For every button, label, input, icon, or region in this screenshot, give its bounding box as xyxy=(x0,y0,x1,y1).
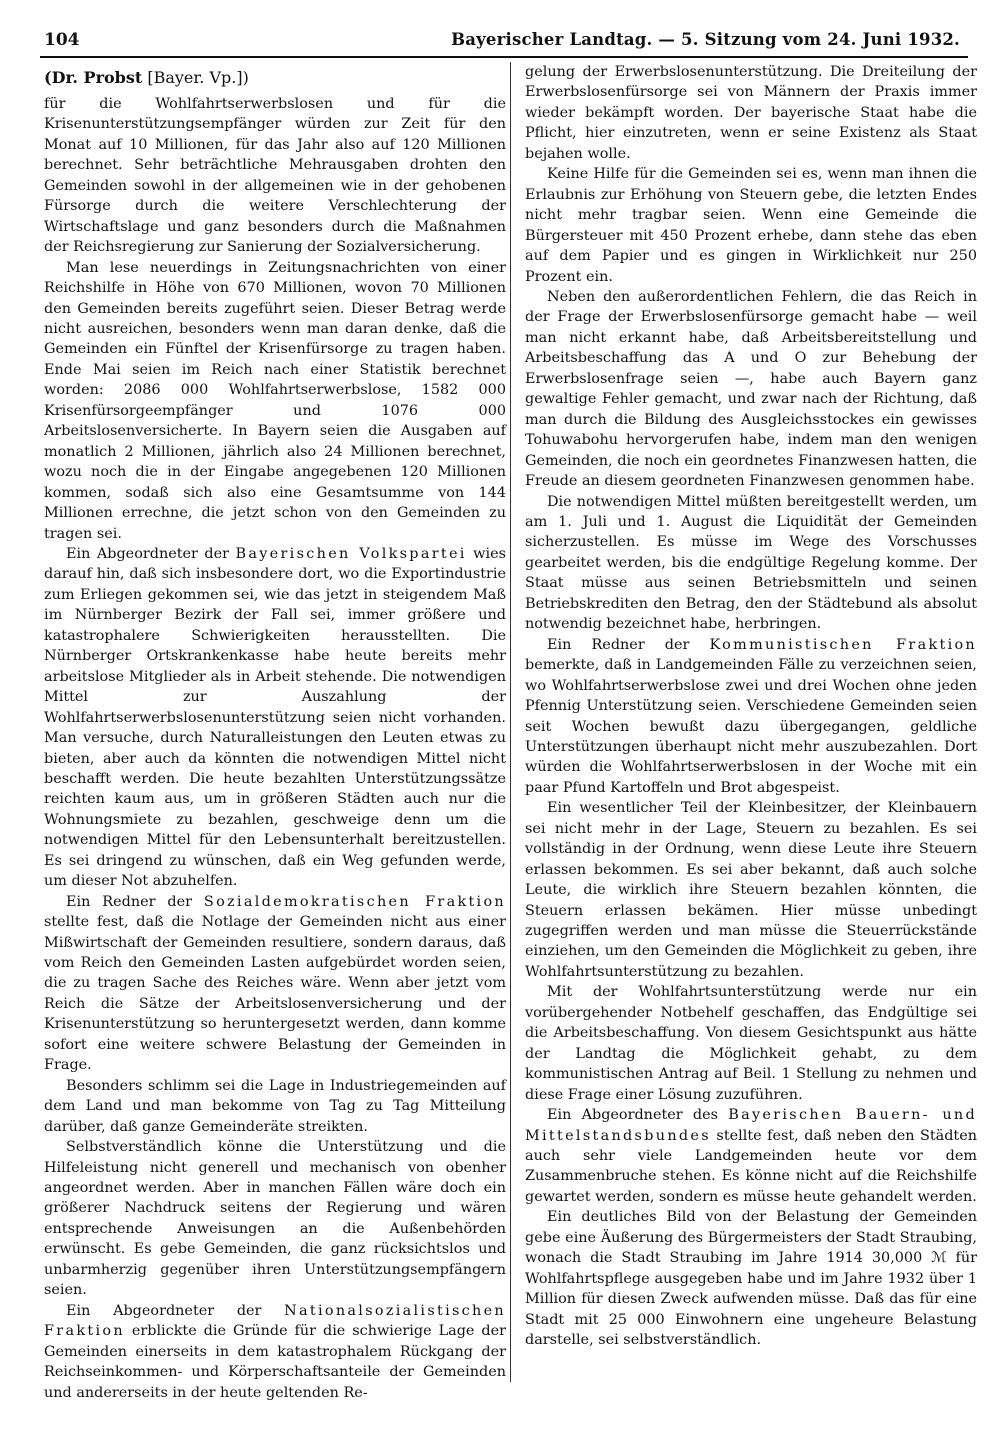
running-title: Bayerischer Landtag. — 5. Sitzung vom 24. Juni 1932. xyxy=(451,30,960,49)
paragraph-text: erblickte die Gründe für die schwierige Lage der Gemeinden einerseits in dem katastrophalem Rückgang der Reichseinkommen- und Körperschaftsanteile der Gemeinden und andererseits in der heute geltenden Re- xyxy=(44,1323,506,1401)
paragraph-text: Ein Abgeordneter des xyxy=(547,1107,729,1124)
right-column xyxy=(525,62,977,1351)
paragraph: Ein wesentlicher Teil der Kleinbesitzer, der Kleinbauern sei nicht mehr in der Lage, Steuern zu bezahlen. Es sei vollständig in der Ordnung, wenn diese Leute ihre Steuern erlassen bekommen. Es sei aber bekannt, daß auch solche Leute, die wirklich ihre Steuern bezahlen könnten, die Steuern erlassen bekämen. Hier müsse unbedingt zugegriffen werden und man müsse die Steuerrückstände einziehen, um den Gemeinden die Möglichkeit zu geben, ihre Wohlfahrtsunterstützung zu bezahlen. xyxy=(525,800,977,980)
paragraph-text: Ein Redner der xyxy=(66,893,204,910)
paragraph xyxy=(525,1105,977,1207)
paragraph: Mit der Wohlfahrtsunterstützung werde nur ein vorübergehender Notbehelf geschaffen, das Endgültige sei die Arbeitsbeschaffung. Von diesem Gesichtspunkt aus hätte der Landtag die Möglichkeit gehabt, zu dem kommunistischen Antrag auf Beil. 1 Stellung zu nehmen und diese Frage einer Lösung zuzuführen. xyxy=(525,984,977,1103)
header-rule xyxy=(40,56,968,58)
paragraph: Ein deutliches Bild von der Belastung der Gemeinden gebe eine Äußerung des Bürgermeisters der Stadt Straubing, wonach die Stadt Straubing im Jahre 1914 30,000 ℳ für Wohlfahrtspflege ausgegeben habe und im Jahre 1932 über 1 Million für diesen Zweck aufwenden müsse. Daß das für eine Stadt mit 25 000 Einwohnern eine ungeheure Belastung darstelle, sei selbstverständlich. xyxy=(525,1209,977,1349)
speaker-open: (Dr. xyxy=(44,68,84,87)
paragraph xyxy=(44,544,506,892)
left-column xyxy=(44,62,506,1403)
paragraph-text: stellte fest, daß die Notlage der Gemeinden nicht aus einer Mißwirtschaft der Gemeinden resultiere, sondern daraus, daß vom Reich den Gemeinden Lasten aufgebürdet worden seien, die zu tragen Sache des Reiches wäre. Wenn aber jetzt vom Reich die Sätze der Arbeitslosenversicherung und der Krisenunterstützung so heruntergesetzt werden, dann komme sofort eine weitere schwere Belastung der Gemeinden in Frage. xyxy=(44,914,506,1074)
paragraph: für die Wohlfahrtserwerbslosen und für die Krisenunterstützungsempfänger würden zur Zeit für den Monat auf 10 Millionen, für das Jahr also auf 120 Millionen berechnet. Sehr beträchtliche Mehrausgaben drohten den Gemeinden sowohl in der allgemeinen wie in der gehobenen Fürsorge durch die weitere Verschlechterung der Wirtschaftslage und ganz besonders durch die Maßnahmen der Reichsregierung zur Sanierung der Sozialversicherung. xyxy=(44,96,506,256)
party-name: Kommunistischen Fraktion xyxy=(709,636,978,653)
paragraph: Keine Hilfe für die Gemeinden sei es, wenn man ihnen die Erlaubnis zur Erhöhung von Steuern gebe, die letzten Endes nicht mehr tragbar seien. Wenn eine Gemeinde die Bürgersteuer mit 450 Prozent erhebe, dann stehe das eben auf dem Papier und es gingen in Wirklichkeit nur 250 Prozent ein. xyxy=(525,166,977,285)
paragraph-text: stellte fest, daß neben den Städten auch sehr viele Landgemeinden heute vor dem Zusammenbruche stehen. Es könne nicht auf die Reichshilfe gewartet werden, sondern es müsse heute gehandelt werden. xyxy=(525,1127,977,1205)
party-name: Sozialdemokratischen Fraktion xyxy=(203,893,506,910)
paragraph: Neben den außerordentlichen Fehlern, die das Reich in der Frage der Erwerbslosenfürsorge gemacht habe — weil man nicht erkannt habe, daß Arbeitsbereitstellung und Arbeitsbeschaffung das A und O zur Behebung der Erwerbslosenfrage seien —, habe auch Bayern ganz gewaltige Fehler gemacht, und zwar nach der Richtung, daß man durch die Bildung des Ausgleichsstockes ein gewisses Tohuwabohu hervorgerufen habe, indem man den wenigen Gemeinden, die noch ein geordnetes Finanzwesen hatten, die Freude an diesem geordneten Finanzwesen genommen habe. xyxy=(525,288,977,490)
paragraph-text: wies darauf hin, daß sich insbesondere dort, wo die Exportindustrie zum Erliegen gekommen sei, wie das jetzt in steigendem Maß im Nürnberger Bezirk der Fall sei, immer größere und katastrophalere Schwierigkeiten herausstellten. Die Nürnberger Ortskrankenkasse habe heute bereits mehr arbeitslose Mitglieder als in Arbeit stehende. Die notwendigen Mittel zur Auszahlung der Wohlfahrtserwerbslosenunterstützung seien nicht vorhanden. Man versuche, durch Naturalleistungen den Leuten etwas zu bieten, aber auch da könnten die notwendigen Mittel nicht beschafft werden. Die heute bezahlten Unterstützungssätze reichten kaum aus, um in größeren Städten auch nur die Wohnungsmiete zu bezahlen, geschweige denn um die notwendigen Mittel für den Lebensunterhalt bereitzustellen. Es sei dringend zu wünschen, daß ein Weg gefunden werde, um dieser Not abzuhelfen. xyxy=(44,545,506,890)
party-name: Bayerischen Volkspartei xyxy=(235,545,467,562)
party-name: Bayerischen Bauern- und Mittelstandsbundes xyxy=(525,1107,977,1144)
paragraph-text: Ein Redner der xyxy=(547,636,710,653)
paragraph xyxy=(44,1301,506,1403)
paragraph xyxy=(44,892,506,1076)
paragraph xyxy=(525,635,977,799)
paragraph: gelung der Erwerbslosenunterstützung. Die Dreiteilung der Erwerbslosenfürsorge sei von Männern der Praxis immer wieder bekämpft worden. Der bayerische Staat habe die Pflicht, hier einzutreten, wenn er seine Existenz als Staat bejahen wolle. xyxy=(525,64,977,162)
paragraph: Die notwendigen Mittel müßten bereitgestellt werden, um am 1. Juli und 1. August die Liquidität der Gemeinden sicherzustellen. Es müsse im Wege des Vorschusses gearbeitet werden, bis die endgültige Regelung komme. Der Staat müsse aus seinen Betriebsmitteln und seinen Betriebskrediten den Betrag, den der Städtebund als absolut notwendig bezeichnet habe, herbringen. xyxy=(525,493,977,633)
paragraph: Man lese neuerdings in Zeitungsnachrichten von einer Reichshilfe in Höhe von 670 Millionen, wovon 70 Millionen den Gemeinden bereits zugeführt seien. Dieser Betrag werde nicht ausreichen, besonders wenn man daran denke, daß die Gemeinden ein Fünftel der Krisenfürsorge zu tragen haben. Ende Mai seien im Reich nach einer Statistik berechnet worden: 2086 000 Wohlfahrtserwerbslose, 1582 000 Krisenfürsorgeempfänger und 1076 000 Arbeitslosenversicherte. In Bayern seien die Ausgaben auf monatlich 2 Millionen, jährlich also 24 Millionen berechnet, wozu noch die in der Eingabe angegebenen 120 Millionen kommen, sodaß sich also eine Gesamtsumme von 144 Millionen errechne, die jetzt schon von den Gemeinden zu tragen sei. xyxy=(44,259,506,542)
speaker-party: [Bayer. Vp.]) xyxy=(142,68,249,87)
page-header xyxy=(40,28,970,54)
page-number: 104 xyxy=(44,30,80,50)
speaker-name: Probst xyxy=(83,68,143,87)
paragraph-text: Ein Abgeordneter der xyxy=(66,1302,285,1319)
paragraph: Selbstverständlich könne die Unterstützung und die Hilfeleistung nicht generell und mechanisch von obenher angeordnet werden. Aber in manchen Fällen wäre doch ein größerer Nachdruck seitens der Regierung und wären entsprechende Anweisungen an die Außenbehörden erwünscht. Es gebe Gemeinden, die ganz rücksichtslos und unbarmherzig gegenüber ihren Unterstützungsempfängern seien. xyxy=(44,1139,506,1299)
column-divider xyxy=(510,62,511,1382)
paragraph-text: bemerkte, daß in Landgemeinden Fälle zu verzeichnen seien, wo Wohlfahrtserwerbslose zwei und drei Wochen ohne jeden Pfennig Unterstützung seien. Verschiedene Gemeinden seien seit Wochen bewußt dazu übergegangen, geldliche Unterstützungen überhaupt nicht mehr auszubezahlen. Dort würden die Wohlfahrtserwerbslosen in der Woche mit ein paar Pfund Kartoffeln und Brot abgespeist. xyxy=(525,657,977,796)
paragraph-text: Ein Abgeordneter der xyxy=(66,545,236,562)
paragraph: Besonders schlimm sei die Lage in Industriegemeinden auf dem Land und man bekomme von Tag zu Tag Mitteilung darüber, daß ganze Gemeinderäte streikten. xyxy=(44,1077,506,1135)
party-name: Nationalsozialistischen Fraktion xyxy=(44,1302,506,1340)
speaker-heading xyxy=(44,66,506,90)
